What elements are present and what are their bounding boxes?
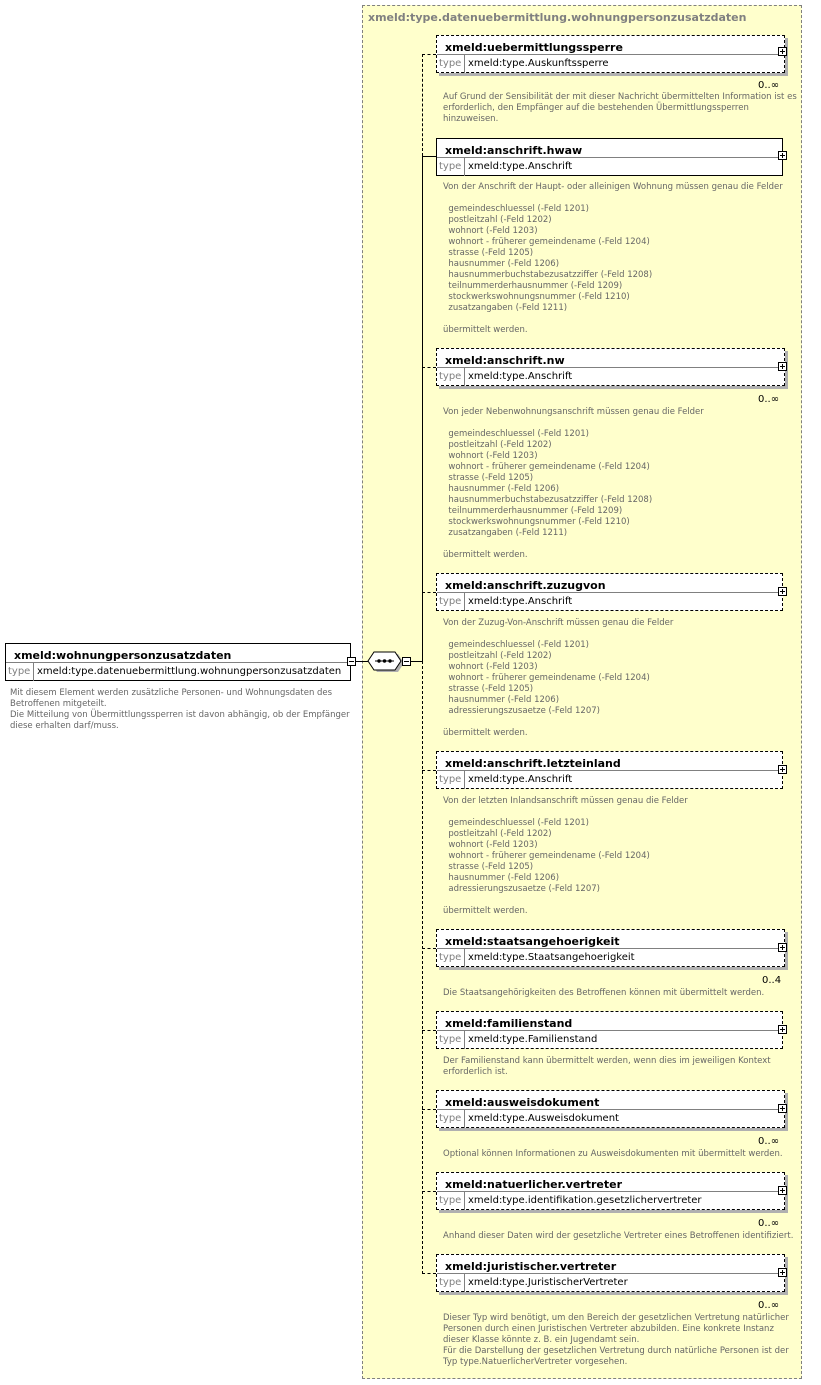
type-label: type: [6, 663, 34, 681]
sequence-compositor-icon[interactable]: [366, 650, 406, 676]
expand-icon[interactable]: [778, 1268, 787, 1277]
element-documentation: Dieser Typ wird benötigt, um den Bereich der gesetzlichen Vertretung natürlicher Personen durch einen Juristischen Vertreter abzubilden. Eine konkrete Instanz dieser Klasse könnte z. B. ein Jugendamt sein. Für die Darstellung der gesetzlichen Vertretung durch natürliche Personen ist der Typ type.NatuerlicherVertreter vorgesehen.: [443, 1313, 789, 1367]
branch-connector: [422, 1030, 436, 1031]
element-documentation: Von der letzten Inlandsanschrift müssen genau die Felder gemeindeschluessel (-Feld 1201) postleitzahl (-Feld 1202) wohnort (-Feld 1203) wohnort - früherer gemeindename (-Feld 1204) strasse (-Feld 1205) hausnummer (-Feld 1206) adressierungszusaetze (-Feld 1207) übermittelt werden.: [443, 796, 688, 916]
cardinality-label: 0..∞: [758, 1136, 780, 1147]
type-label: type: [437, 158, 465, 176]
type-label: type: [437, 771, 465, 789]
cardinality-label: 0..∞: [758, 80, 780, 91]
type-label: type: [437, 1110, 465, 1128]
element-name: xmeld:anschrift.zuzugvon: [445, 579, 606, 592]
element-anschrift-hwaw[interactable]: [436, 138, 783, 176]
expand-icon[interactable]: [778, 587, 787, 596]
expand-icon[interactable]: [778, 1104, 787, 1113]
element-type: xmeld:type.Familienstand: [468, 1034, 598, 1045]
element-type: xmeld:type.Anschrift: [468, 371, 573, 382]
root-type-value: xmeld:type.datenuebermittlung.wohnungpersonzusatzdaten: [37, 666, 342, 677]
element-documentation: Die Staatsangehörigkeiten des Betroffenen können mit übermittelt werden.: [443, 988, 765, 998]
element-familienstand[interactable]: [436, 1011, 783, 1049]
expand-icon[interactable]: [778, 943, 787, 952]
sequence-spine-lower: [422, 661, 423, 1274]
collapse-icon[interactable]: [402, 657, 411, 666]
expand-icon[interactable]: [778, 362, 787, 371]
element-anschrift-nw[interactable]: [436, 348, 785, 386]
element-documentation: Optional können Informationen zu Ausweisdokumenten mit übermittelt werden.: [443, 1149, 783, 1159]
collapse-icon[interactable]: [347, 657, 356, 666]
type-label: type: [437, 55, 465, 73]
expand-icon[interactable]: [778, 1186, 787, 1195]
type-label: type: [437, 1192, 465, 1210]
branch-connector: [422, 367, 436, 368]
element-name: xmeld:anschrift.nw: [445, 354, 565, 367]
branch-connector: [422, 156, 436, 157]
cardinality-label: 0..4: [762, 975, 782, 986]
element-type: xmeld:type.JuristischerVertreter: [468, 1277, 628, 1288]
element-natuerlicher-vertreter[interactable]: [436, 1172, 785, 1210]
branch-connector: [422, 1191, 436, 1192]
type-label: type: [437, 593, 465, 611]
element-name: xmeld:uebermittlungssperre: [445, 41, 623, 54]
element-staatsangehoerigkeit[interactable]: [436, 929, 785, 967]
element-type: xmeld:type.Anschrift: [468, 161, 573, 172]
group-title: xmeld:type.datenuebermittlung.wohnungpersonzusatzdaten: [368, 11, 747, 24]
type-label: type: [437, 368, 465, 386]
element-name: xmeld:ausweisdokument: [445, 1096, 600, 1109]
branch-connector: [422, 948, 436, 949]
cardinality-label: 0..∞: [758, 394, 780, 405]
element-documentation: Von der Anschrift der Haupt- oder alleinigen Wohnung müssen genau die Felder gemeindeschluessel (-Feld 1201) postleitzahl (-Feld 1202) wohnort (-Feld 1203) wohnort - früherer gemeindename (-Feld 1204) strasse (-Feld 1205) hausnummer (-Feld 1206) hausnummerbuchstabezusatzziffer (-Feld 1208) teilnummerderhausnummer (-Feld 1209) stockwerkswohnungsnummer (-Feld 1210) zusatzangaben (-Feld 1211) übermittelt werden.: [443, 182, 783, 335]
element-documentation: Von jeder Nebenwohnungsanschrift müssen genau die Felder gemeindeschluessel (-Feld 1201) postleitzahl (-Feld 1202) wohnort (-Feld 1203) wohnort - früherer gemeindename (-Feld 1204) strasse (-Feld 1205) hausnummer (-Feld 1206) hausnummerbuchstabezusatzziffer (-Feld 1208) teilnummerderhausnummer (-Feld 1209) stockwerkswohnungsnummer (-Feld 1210) zusatzangaben (-Feld 1211) übermittelt werden.: [443, 407, 704, 560]
cardinality-label: 0..∞: [758, 1300, 780, 1311]
type-label: type: [437, 1031, 465, 1049]
branch-connector: [422, 1109, 436, 1110]
element-name: xmeld:natuerlicher.vertreter: [445, 1178, 623, 1191]
branch-connector: [422, 54, 436, 55]
element-name: xmeld:anschrift.letzteinland: [445, 757, 621, 770]
cardinality-label: 0..∞: [758, 1218, 780, 1229]
root-documentation: Mit diesem Element werden zusätzliche Personen- und Wohnungsdaten des Betroffenen mitgeteilt. Die Mitteilung von Übermittlungssperren ist davon abhängig, ob der Empfänger diese erhalten darf/muss.: [10, 688, 350, 731]
branch-connector: [422, 592, 436, 593]
root-element-name: xmeld:wohnungpersonzusatzdaten: [14, 649, 232, 662]
type-label: type: [437, 1274, 465, 1292]
element-ausweisdokument[interactable]: [436, 1090, 785, 1128]
element-type: xmeld:type.Anschrift: [468, 774, 573, 785]
expand-icon[interactable]: [778, 1025, 787, 1034]
sequence-spine-upper: [422, 54, 423, 156]
element-type: xmeld:type.Staatsangehoerigkeit: [468, 952, 635, 963]
element-type: xmeld:type.identifikation.gesetzlichervertreter: [468, 1195, 702, 1206]
element-name: xmeld:juristischer.vertreter: [445, 1260, 617, 1273]
element-name: xmeld:familienstand: [445, 1017, 573, 1030]
branch-connector: [422, 1273, 436, 1274]
type-label: type: [437, 949, 465, 967]
element-documentation: Der Familienstand kann übermittelt werden, wenn dies im jeweiligen Kontext erforderlich ist.: [443, 1056, 771, 1077]
element-documentation: Auf Grund der Sensibilität der mit dieser Nachricht übermittelten Information ist es erforderlich, den Empfänger auf die bestehenden Übermittlungssperren hinzuweisen.: [443, 92, 797, 124]
element-anschrift-zuzugvon[interactable]: [436, 573, 783, 611]
element-juristischer-vertreter[interactable]: [436, 1254, 785, 1292]
expand-icon[interactable]: [778, 765, 787, 774]
expand-icon[interactable]: [778, 151, 787, 160]
root-element-box[interactable]: [5, 643, 351, 681]
element-documentation: Anhand dieser Daten wird der gesetzliche Vertreter eines Betroffenen identifiziert.: [443, 1231, 794, 1241]
element-anschrift-letzteinland[interactable]: [436, 751, 783, 789]
expand-icon[interactable]: [778, 47, 787, 56]
element-type: xmeld:type.Auskunftssperre: [468, 58, 609, 69]
sequence-spine: [422, 156, 423, 661]
element-type: xmeld:type.Anschrift: [468, 596, 573, 607]
branch-connector: [422, 770, 436, 771]
element-name: xmeld:anschrift.hwaw: [445, 144, 583, 157]
element-uebermittlungssperre[interactable]: [436, 35, 785, 73]
element-type: xmeld:type.Ausweisdokument: [468, 1113, 619, 1124]
element-name: xmeld:staatsangehoerigkeit: [445, 935, 620, 948]
element-documentation: Von der Zuzug-Von-Anschrift müssen genau die Felder gemeindeschluessel (-Feld 1201) postleitzahl (-Feld 1202) wohnort (-Feld 1203) wohnort - früherer gemeindename (-Feld 1204) strasse (-Feld 1205) hausnummer (-Feld 1206) adressierungszusaetze (-Feld 1207) übermittelt werden.: [443, 618, 674, 738]
